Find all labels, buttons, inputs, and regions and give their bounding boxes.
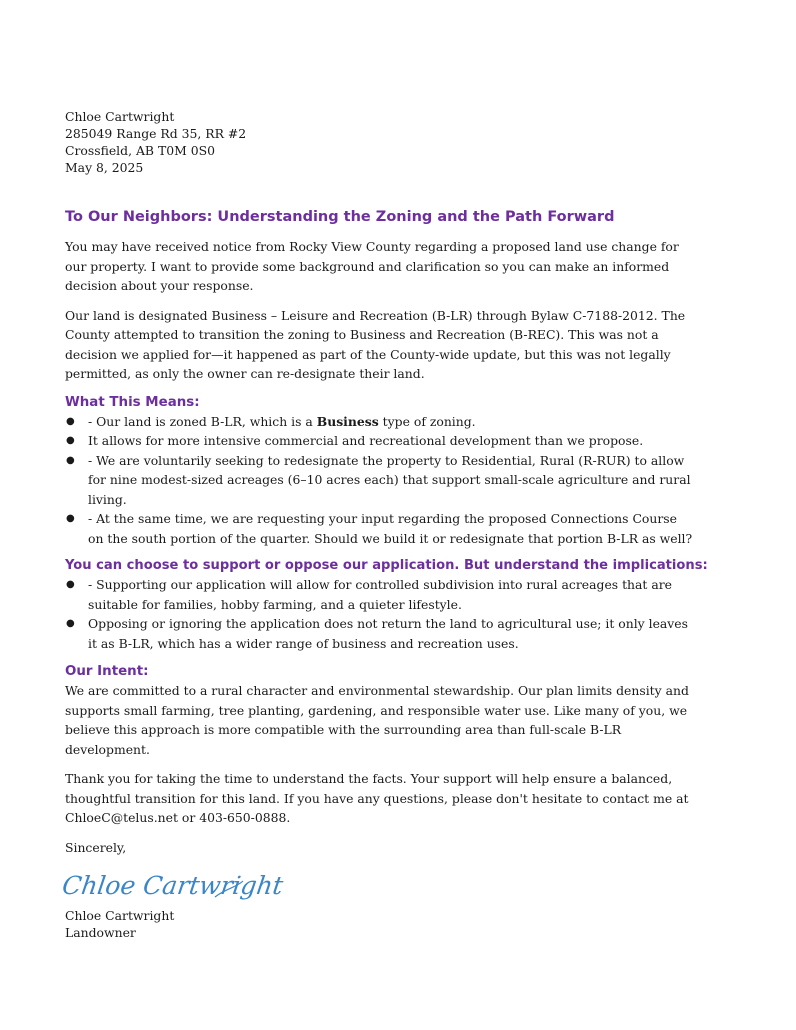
bullet-text: - At the same time, we are requesting your input regarding the proposed Connections Course on the south portion of the quarter. Should we build it or redesignate that portion B-LR as well? <box>88 511 693 546</box>
bullet-text: - We are voluntarily seeking to redesignate the property to Residential, Rural (R-RUR) to allow for nine modest-sized acreages (6–10 acres each) that support small-scale agriculture and rural living. <box>88 452 691 507</box>
choose-heading: You can choose to support or oppose our application. But understand the implications: <box>65 558 708 573</box>
intro-paragraph: You may have received notice from Rocky View County regarding a proposed land use change for our property. I want to provide some background and clarification so you can make an informed decision about your response. <box>65 239 679 293</box>
bullet-icon: ● <box>66 415 75 427</box>
bullet-text-bold: Business <box>316 413 379 429</box>
intent-paragraph: We are committed to a rural character and environmental stewardship. Our plan limits density and supports small farming, tree planting, gardening, and responsible water use. Like many of you, we believe this approach is more compatible with the surrounding area than full-scale B-LR development. <box>65 683 689 757</box>
bullet-text: It allows for more intensive commercial and recreational development than we propose. <box>88 433 644 448</box>
bullet-text-post: type of zoning. <box>378 413 476 429</box>
sender-name: Chloe Cartwright <box>65 109 175 124</box>
bullet-text-pre: - Our land is zoned B-LR, which is a <box>88 413 317 429</box>
letter-date: May 8, 2025 <box>65 160 144 175</box>
choose-list <box>65 575 696 653</box>
list-item <box>65 412 696 432</box>
signer-role: Landowner <box>65 925 136 940</box>
list-item <box>65 575 696 614</box>
what-this-means-list <box>65 412 696 549</box>
bullet-text: Opposing or ignoring the application does not return the land to agricultural use; it only leaves it as B-LR, which has a wider range of business and recreation uses. <box>88 616 688 651</box>
sender-address-line1: 285049 Range Rd 35, RR #2 <box>65 126 247 141</box>
bullet-text: - Supporting our application will allow for controlled subdivision into rural acreages that are suitable for families, hobby farming, and a quieter lifestyle. <box>88 577 672 612</box>
signature-script: Chloe Cartwright <box>60 871 285 900</box>
what-this-means-heading: What This Means: <box>65 394 200 410</box>
bullet-icon: ● <box>66 513 75 524</box>
bullet-icon: ● <box>66 454 75 466</box>
sender-block <box>65 108 696 176</box>
signature <box>60 867 696 907</box>
signer-name: Chloe Cartwright <box>65 908 175 923</box>
signature-image <box>60 867 285 907</box>
list-item <box>65 509 696 548</box>
bullet-icon: ● <box>66 618 75 629</box>
list-item <box>65 431 696 451</box>
intent-heading: Our Intent: <box>65 664 149 679</box>
closing-paragraph: Thank you for taking the time to understand the facts. Your support will help ensure a balanced, thoughtful transition for this land. If you have any questions, please don't hesitate to contact me at ChloeC@telus.net or 403-650-0888. <box>65 771 689 825</box>
letter-title: To Our Neighbors: Understanding the Zoning and the Path Forward <box>65 209 615 225</box>
sign-off: Sincerely, <box>65 839 127 855</box>
list-item <box>65 451 696 510</box>
sender-address-line2: Crossfield, AB T0M 0S0 <box>65 143 215 158</box>
bullet-icon: ● <box>66 435 75 446</box>
bullet-icon: ● <box>66 579 75 590</box>
background-paragraph: Our land is designated Business – Leisure and Recreation (B-LR) through Bylaw C-7188-2012. The County attempted to transition the zoning to Business and Recreation (B-REC). This was not a decision we applied for—it happened as part of the County-wide update, but this was not legally permitted, as only the owner can re-designate their land. <box>65 307 686 381</box>
list-item <box>65 614 696 653</box>
